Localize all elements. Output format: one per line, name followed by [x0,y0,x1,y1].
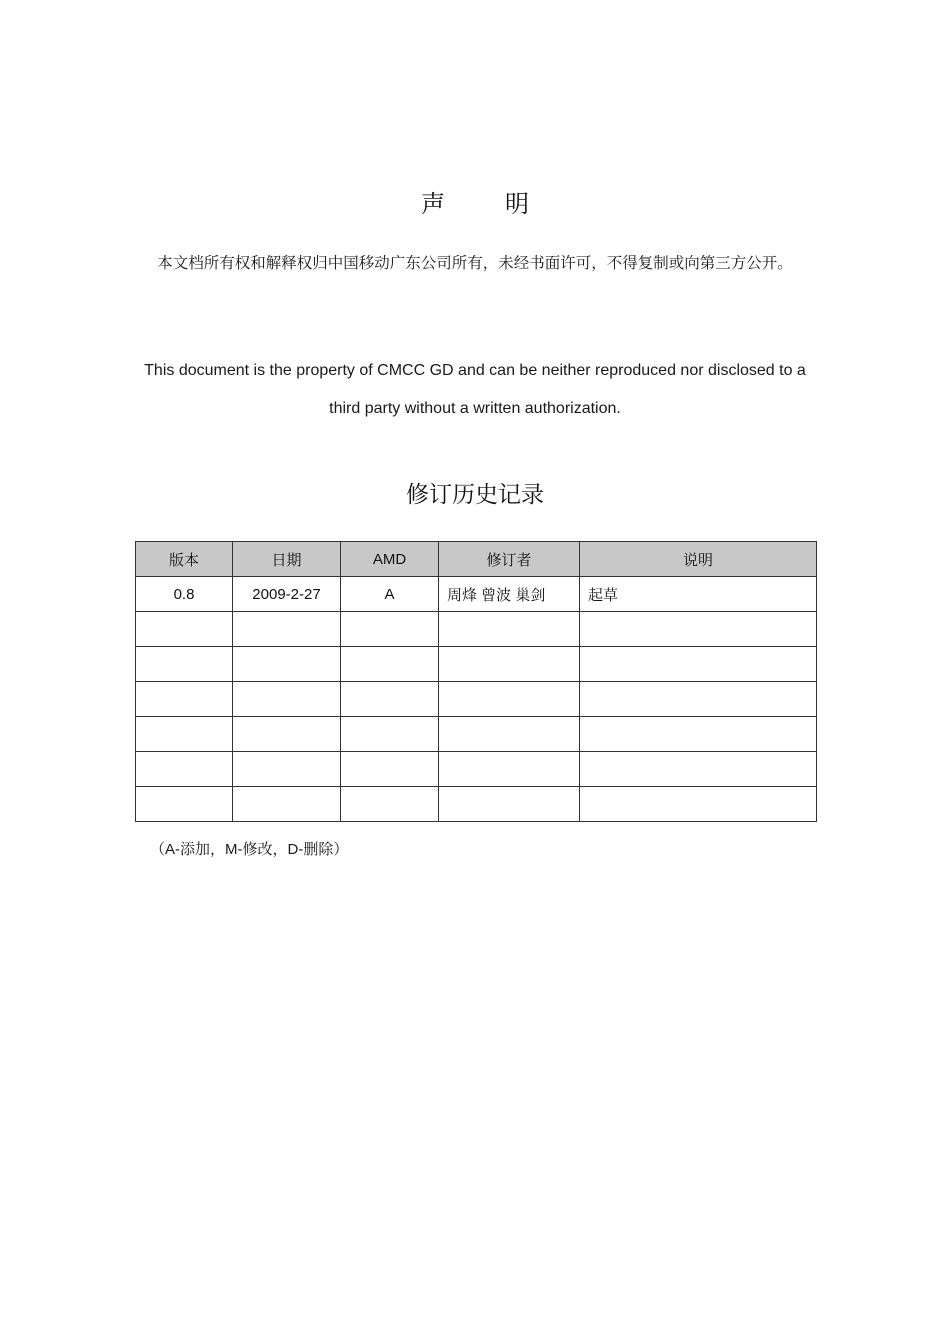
table-row [136,612,817,647]
cell-amd: A [341,577,439,612]
cell-reviser [439,682,580,717]
cell-amd [341,752,439,787]
cell-description [580,647,817,682]
cell-reviser [439,752,580,787]
cell-description [580,787,817,822]
revision-history-table [135,541,817,822]
cell-version [136,682,233,717]
table-row [136,752,817,787]
cell-date [233,647,341,682]
cell-reviser [439,612,580,647]
table-row [136,647,817,682]
cell-amd [341,612,439,647]
cell-amd [341,647,439,682]
cell-date [233,787,341,822]
table-row [136,787,817,822]
chinese-statement-text: 本文档所有权和解释权归中国移动广东公司所有，未经书面许可，不得复制或向第三方公开。 [157,254,793,272]
cell-version [136,717,233,752]
header-version: 版本 [136,542,233,577]
cell-reviser: 周烽 曾波 巢剑 [439,577,580,612]
cell-amd [341,787,439,822]
cell-version [136,752,233,787]
cell-description [580,682,817,717]
cell-description: 起草 [580,577,817,612]
cell-date: 2009-2-27 [233,577,341,612]
table-row [136,717,817,752]
cell-description [580,612,817,647]
cell-amd [341,682,439,717]
header-date: 日期 [233,542,341,577]
revision-history-title: 修订历史记录 [406,482,544,508]
amd-legend: （A-添加，M-修改，D-删除） [150,841,349,858]
cell-date [233,717,341,752]
cell-version [136,787,233,822]
cell-date [233,612,341,647]
english-statement-text: This document is the property of CMCC GD and can be neither reproduced nor disclosed to a third party without a written authorization. [144,362,806,417]
statement-title-part1: 声 [421,190,445,218]
cell-version [136,612,233,647]
cell-description [580,717,817,752]
table-header-row [136,542,817,577]
table-row [136,577,817,612]
header-description: 说明 [580,542,817,577]
statement-title [0,184,950,219]
cell-amd [341,717,439,752]
cell-version [136,647,233,682]
cell-reviser [439,787,580,822]
statement-title-part2: 明 [505,190,529,218]
cell-date [233,752,341,787]
cell-version: 0.8 [136,577,233,612]
cell-description [580,752,817,787]
cell-reviser [439,717,580,752]
header-reviser: 修订者 [439,542,580,577]
cell-reviser [439,647,580,682]
header-amd: AMD [341,542,439,577]
cell-date [233,682,341,717]
table-row [136,682,817,717]
